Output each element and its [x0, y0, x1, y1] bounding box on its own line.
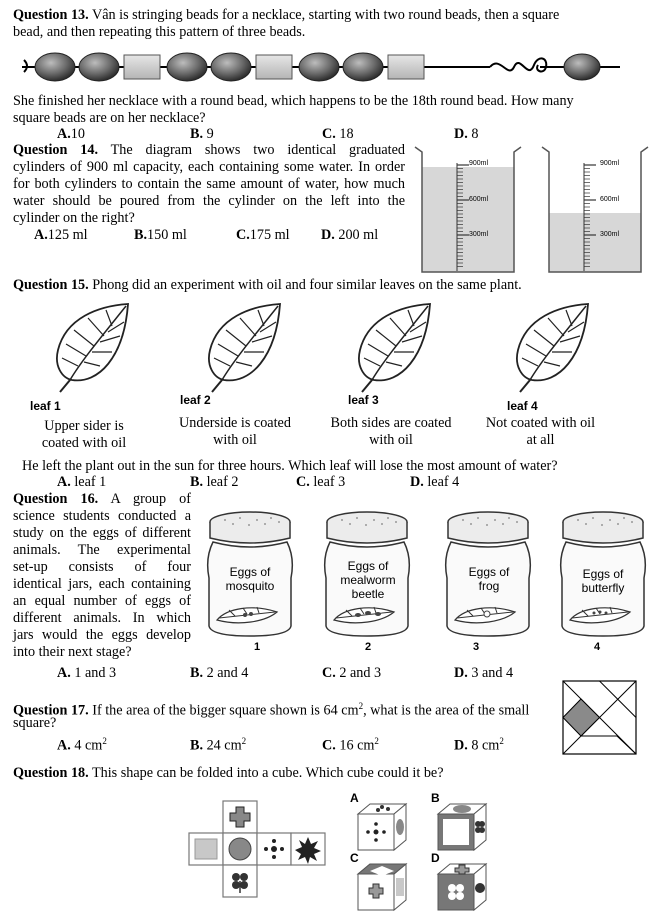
leaf-2-image [200, 300, 290, 395]
cube-b-image [434, 800, 490, 854]
leaf-4-label: leaf 4 [507, 399, 538, 413]
q18-text: Question 18. This shape can be folded into a cube. Which cube could it be? [13, 765, 444, 781]
jar-1-label: Eggs of mosquito [225, 565, 275, 593]
q16-line2: science students conducted a [13, 508, 191, 524]
left-mark-300: 300ml [469, 231, 489, 238]
q16-line3: study on the eggs of different [13, 525, 191, 541]
q13-option-c: C. 18 [322, 126, 354, 142]
q16-line10: into their next stage? [13, 644, 132, 660]
q13-line2: bead, and then repeating this pattern of three beads. [13, 24, 306, 40]
q15-text: Question 15. Phong did an experiment with oil and four similar leaves on the same plant. [13, 277, 522, 293]
q14-line3: for both cylinders to contain the same amount of water, how much [13, 176, 405, 192]
left-cylinder [413, 143, 523, 273]
q13-text [13, 7, 653, 24]
round-bead [35, 53, 75, 81]
q13-option-b: B. 9 [190, 126, 214, 142]
q14-option-c: C.175 ml [236, 227, 290, 243]
cube-c-image [354, 860, 410, 914]
q16-line4: animals. The experimental [13, 542, 191, 558]
cube-d-label: D [431, 851, 440, 865]
q16-line9: jars would the eggs develop [13, 627, 191, 643]
leaf-3-image [350, 300, 440, 395]
right-mark-300: 300ml [600, 231, 620, 238]
jar-4-label: Eggs of butterfly [581, 567, 625, 595]
q14-option-b: B.150 ml [134, 227, 187, 243]
bead-necklace-figure [20, 48, 620, 86]
q15-question: He left the plant out in the sun for three hours. Which leaf will lose the most amount of water? [22, 458, 558, 474]
tangram-square-figure [562, 680, 637, 755]
round-bead [79, 53, 119, 81]
left-mark-900: 900ml [469, 160, 489, 167]
cube-c-label: C [350, 851, 359, 865]
q17-option-c: C. 16 $cm^2$ [322, 736, 379, 754]
jar-3-label: Eggs of frog [468, 565, 510, 593]
right-cylinder [540, 143, 650, 273]
q16-line6: identical jars, each containing [13, 576, 191, 592]
q16-line5: set-up consists of four [13, 559, 191, 575]
leaf-2-label: leaf 2 [180, 393, 211, 407]
jar-2-label: Eggs of mealworm beetle [340, 559, 396, 601]
cube-b-label: B [431, 791, 440, 805]
q16-line8: different animals. In which [13, 610, 191, 626]
square-bead [256, 55, 292, 79]
leaf-2-caption: Underside is coated with oil [179, 415, 291, 448]
q15-option-d: D. leaf 4 [410, 474, 460, 490]
q16-option-d: D. 3 and 4 [454, 665, 514, 681]
q17-option-d: D. 8 $cm^2$ [454, 736, 504, 754]
square-bead [124, 55, 160, 79]
q14-option-d: D. 200 ml [321, 227, 379, 243]
leaf-1-label: leaf 1 [30, 399, 61, 413]
q13-option-d: D. 8 [454, 126, 479, 142]
q16-line1: Question 16. A group of [13, 491, 191, 507]
round-bead [167, 53, 207, 81]
q13-line1: Vân is stringing beads for a necklace, starting with two round beads, then a square [91, 7, 560, 23]
q16-option-c: C. 2 and 3 [322, 665, 382, 681]
q17-text: Question 17. If the area of the bigger square shown is 64 $cm^2$, what is the area of the small [13, 701, 530, 719]
leaf-1-caption: Upper sider is coated with oil [41, 418, 127, 451]
cube-a-label: A [350, 791, 359, 805]
q16-option-b: B. 2 and 4 [190, 665, 249, 681]
jar-3-number: 3 [473, 641, 480, 653]
cube-net-figure [185, 799, 335, 899]
q14-line5: cylinder on the right? [13, 210, 135, 226]
cube-a-image [354, 800, 410, 854]
q13-number: Question 13. [13, 7, 89, 23]
q15-option-c: C. leaf 3 [296, 474, 346, 490]
leaf-4-image [508, 300, 598, 395]
leaf-4-caption: Not coated with oil at all [485, 415, 596, 448]
jar-4-number: 4 [594, 641, 601, 653]
q14-line1: Question 14. The diagram shows two identical graduated [13, 142, 405, 158]
q13-line4: square beads are on her necklace? [13, 110, 206, 126]
q14-line2: cylinders of 900 ml capacity, each containing some water. In order [13, 159, 405, 175]
right-mark-900: 900ml [600, 160, 620, 167]
q16-line7: an equal number of eggs of [13, 593, 191, 609]
leaf-3-caption: Both sides are coated with oil [330, 415, 452, 448]
cube-d-image [434, 860, 490, 914]
q17-option-b: B. 24 $cm^2$ [190, 736, 247, 754]
left-mark-600: 600ml [469, 196, 489, 203]
q17-line2: square? [13, 715, 57, 731]
q16-option-a: A. 1 and 3 [57, 665, 117, 681]
jar-1-number: 1 [254, 641, 261, 653]
q15-option-a: A. leaf 1 [57, 474, 107, 490]
q17-option-a: A. 4 $cm^2$ [57, 736, 107, 754]
q15-option-b: B. leaf 2 [190, 474, 239, 490]
q14-line4: water should be poured from the cylinder on the left into the [13, 193, 405, 209]
square-bead [388, 55, 424, 79]
round-bead [343, 53, 383, 81]
q13-option-a: A.10 [57, 126, 85, 142]
q14-option-a: A.125 ml [34, 227, 88, 243]
leaf-1-image [48, 300, 138, 395]
round-bead [299, 53, 339, 81]
jar-2-number: 2 [365, 641, 372, 653]
right-mark-600: 600ml [600, 196, 620, 203]
round-bead [211, 53, 251, 81]
leaf-3-label: leaf 3 [348, 393, 379, 407]
q13-line3: She finished her necklace with a round bead, which happens to be the 18th round bead. How many [13, 93, 574, 109]
